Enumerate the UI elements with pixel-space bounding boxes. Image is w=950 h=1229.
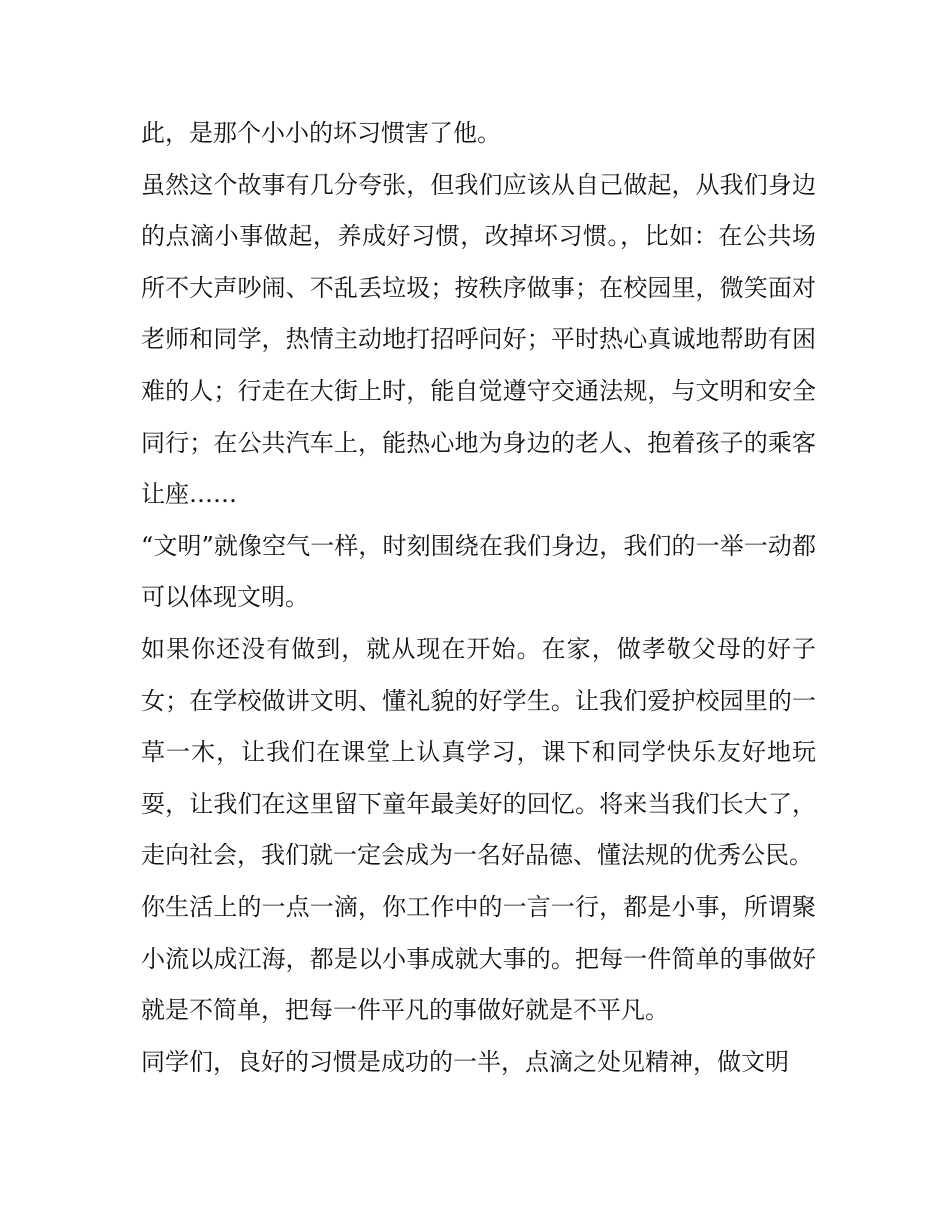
paragraph: 此，是那个小小的坏习惯害了他。 [141,119,501,147]
paragraph: 你生活上的一点一滴，你工作中的一言一行，都是小事，所谓聚小流以成江海，都是以小事成就大事的。把每一件简单的事做好就是不简单，把每一件平凡的事做好就是不平凡。 [141,892,816,1025]
paragraph: 如果你还没有做到，就从现在开始。在家，做孝敬父母的好子女；在学校做讲文明、懂礼貌的好学生。让我们爱护校园里的一草一木，让我们在课堂上认真学习，课下和同学快乐友好地玩耍，让我们在这里留下童年最美好的回忆。将来当我们长大了，走向社会，我们就一定会成为一名好品德、懂法规的优秀公民。 [141,634,816,870]
paragraph: “文明”就像空气一样，时刻围绕在我们身边，我们的一举一动都可以体现文明。 [141,531,816,612]
document-body [141,108,816,1088]
paragraph: 同学们，良好的习惯是成功的一半，点滴之处见精神，做文明 [141,1047,789,1076]
paragraph: 虽然这个故事有几分夸张，但我们应该从自己做起，从我们身边的点滴小事做起，养成好习惯，改掉坏习惯。，比如：在公共场所不大声吵闹、不乱丢垃圾；按秩序做事；在校园里，微笑面对老师和同学，热情主动地打招呼问好；平时热心真诚地帮助有困难的人；行走在大街上时，能自觉遵守交通法规，与文明和安全同行；在公共汽车上，能热心地为身边的老人、抱着孩子的乘客让座…… [141,170,816,509]
